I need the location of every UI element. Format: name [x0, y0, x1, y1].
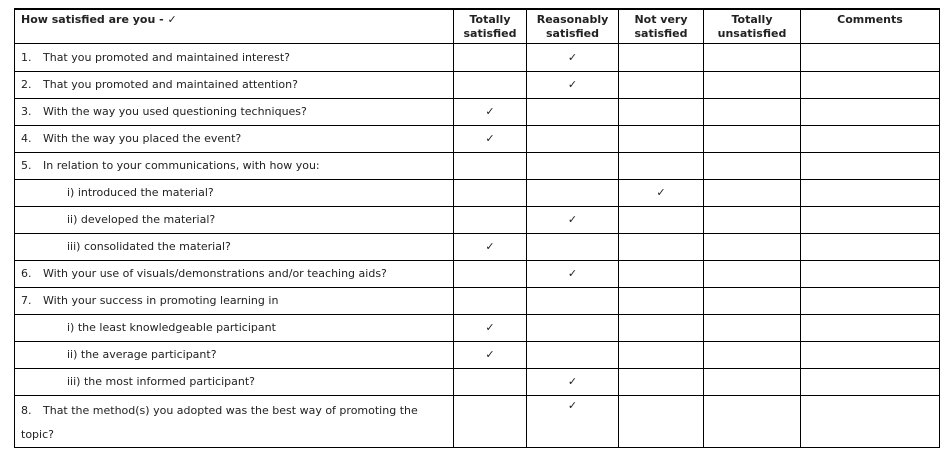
comment-cell[interactable] [801, 72, 940, 99]
question-cell [15, 72, 454, 99]
question-number: 7. [21, 294, 32, 307]
rating-cell[interactable] [454, 72, 527, 99]
table-row [15, 99, 940, 126]
question-cell [15, 180, 454, 207]
question-cell [15, 44, 454, 72]
question-header-label: How satisfied are you - [21, 13, 168, 26]
satisfaction-table [14, 8, 940, 448]
question-number: 2. [21, 78, 32, 91]
col-not-very-satisfied: Not very satisfied [619, 9, 704, 44]
rating-cell[interactable] [454, 288, 527, 315]
rating-cell[interactable] [704, 99, 801, 126]
table-row [15, 369, 940, 396]
rating-cell[interactable] [704, 72, 801, 99]
table-row [15, 288, 940, 315]
sub-question-text: i) the least knowledgeable participant [67, 321, 276, 334]
col-totally-unsatisfied: Totally unsatisfied [704, 9, 801, 44]
check-icon: ✓ [567, 375, 578, 388]
rating-cell[interactable] [527, 44, 619, 72]
question-text: That you promoted and maintained attention? [43, 78, 298, 91]
comment-cell[interactable] [801, 369, 940, 396]
rating-cell[interactable] [704, 180, 801, 207]
rating-cell[interactable] [527, 72, 619, 99]
question-text: With your success in promoting learning in [43, 294, 279, 307]
question-text: With your use of visuals/demonstrations and/or teaching aids? [43, 267, 387, 280]
rating-cell[interactable] [454, 396, 527, 448]
question-cell [15, 99, 454, 126]
rating-cell[interactable] [454, 99, 527, 126]
rating-cell[interactable] [619, 180, 704, 207]
rating-cell[interactable] [619, 72, 704, 99]
table-row [15, 126, 940, 153]
sub-question-text: iii) the most informed participant? [67, 375, 255, 388]
question-text: With the way you used questioning techniques? [43, 105, 307, 118]
question-header [15, 9, 454, 44]
check-icon: ✓ [567, 50, 578, 64]
table-row [15, 315, 940, 342]
header-row [15, 9, 940, 44]
rating-cell[interactable] [704, 153, 801, 180]
question-text: That the method(s) you adopted was the best way of promoting the topic? [21, 404, 418, 441]
sub-question-text: i) introduced the material? [67, 186, 214, 199]
rating-cell[interactable] [619, 207, 704, 234]
rating-cell[interactable] [527, 207, 619, 234]
table-row [15, 396, 940, 448]
rating-cell[interactable] [527, 369, 619, 396]
question-cell [15, 369, 454, 396]
rating-cell[interactable] [619, 369, 704, 396]
question-cell [15, 396, 454, 448]
comment-cell[interactable] [801, 99, 940, 126]
rating-cell[interactable] [619, 44, 704, 72]
rating-cell[interactable] [704, 288, 801, 315]
rating-cell[interactable] [619, 126, 704, 153]
question-cell [15, 288, 454, 315]
question-number: 3. [21, 105, 32, 118]
rating-cell[interactable] [619, 261, 704, 288]
survey-form [14, 8, 940, 448]
table-row [15, 180, 940, 207]
check-icon: ✓ [567, 399, 578, 412]
rating-cell[interactable] [619, 396, 704, 448]
rating-cell[interactable] [619, 288, 704, 315]
question-number: 8. [21, 404, 32, 417]
check-icon: ✓ [567, 267, 578, 280]
rating-cell[interactable] [704, 234, 801, 261]
comment-cell[interactable] [801, 126, 940, 153]
rating-cell[interactable] [454, 207, 527, 234]
table-row [15, 153, 940, 180]
rating-cell[interactable] [704, 207, 801, 234]
rating-cell[interactable] [454, 342, 527, 369]
col-comments: Comments [801, 9, 940, 44]
rating-cell[interactable] [619, 99, 704, 126]
comment-cell[interactable] [801, 44, 940, 72]
sub-question-text: iii) consolidated the material? [67, 240, 231, 253]
question-cell [15, 126, 454, 153]
rating-cell[interactable] [454, 153, 527, 180]
rating-cell[interactable] [454, 44, 527, 72]
rating-cell[interactable] [619, 234, 704, 261]
sub-question-text: ii) developed the material? [67, 213, 216, 226]
comment-cell[interactable] [801, 315, 940, 342]
comment-cell[interactable] [801, 261, 940, 288]
comment-cell[interactable] [801, 180, 940, 207]
table-row [15, 342, 940, 369]
rating-cell[interactable] [527, 396, 619, 448]
check-icon: ✓ [567, 213, 578, 226]
question-text: That you promoted and maintained interest? [43, 50, 290, 64]
table-row [15, 261, 940, 288]
comment-cell[interactable] [801, 234, 940, 261]
rating-cell[interactable] [619, 342, 704, 369]
rating-cell[interactable] [454, 180, 527, 207]
question-text: With the way you placed the event? [43, 132, 242, 145]
rating-cell[interactable] [454, 315, 527, 342]
rating-cell[interactable] [704, 261, 801, 288]
comment-cell[interactable] [801, 207, 940, 234]
check-icon: ✓ [567, 78, 578, 91]
rating-cell[interactable] [527, 342, 619, 369]
rating-cell[interactable] [704, 44, 801, 72]
rating-cell[interactable] [704, 315, 801, 342]
check-icon: ✓ [656, 186, 666, 199]
col-reasonably-satisfied: Reasonably satisfied [527, 9, 619, 44]
question-number: 4. [21, 132, 32, 145]
rating-cell[interactable] [454, 126, 527, 153]
question-cell [15, 234, 454, 261]
comment-cell[interactable] [801, 288, 940, 315]
comment-cell[interactable] [801, 396, 940, 448]
question-number: 1. [21, 50, 32, 64]
rating-cell[interactable] [704, 369, 801, 396]
rating-cell[interactable] [527, 153, 619, 180]
rating-cell[interactable] [704, 396, 801, 448]
check-icon: ✓ [485, 240, 495, 253]
rating-cell[interactable] [527, 99, 619, 126]
check-icon: ✓ [485, 105, 495, 118]
check-icon: ✓ [485, 132, 495, 145]
survey-body [15, 44, 940, 448]
col-totally-satisfied: Totally satisfied [454, 9, 527, 44]
rating-cell[interactable] [454, 261, 527, 288]
check-icon: ✓ [485, 321, 495, 334]
rating-cell[interactable] [527, 261, 619, 288]
question-number: 6. [21, 267, 32, 280]
table-row [15, 234, 940, 261]
sub-question-text: ii) the average participant? [67, 348, 217, 361]
rating-cell[interactable] [454, 369, 527, 396]
question-text: In relation to your communications, with how you: [43, 159, 320, 172]
question-cell [15, 342, 454, 369]
question-cell [15, 315, 454, 342]
rating-cell[interactable] [527, 126, 619, 153]
question-cell [15, 207, 454, 234]
rating-cell[interactable] [704, 342, 801, 369]
check-icon: ✓ [167, 13, 177, 26]
table-row [15, 44, 940, 72]
rating-cell[interactable] [619, 315, 704, 342]
comment-cell[interactable] [801, 153, 940, 180]
question-cell [15, 261, 454, 288]
check-icon: ✓ [485, 348, 495, 361]
question-cell [15, 153, 454, 180]
rating-cell[interactable] [527, 288, 619, 315]
comment-cell[interactable] [801, 342, 940, 369]
rating-cell[interactable] [527, 315, 619, 342]
question-number: 5. [21, 159, 32, 172]
rating-cell[interactable] [454, 234, 527, 261]
rating-cell[interactable] [704, 126, 801, 153]
table-row [15, 72, 940, 99]
table-row [15, 207, 940, 234]
rating-cell[interactable] [527, 234, 619, 261]
rating-cell[interactable] [619, 153, 704, 180]
rating-cell[interactable] [527, 180, 619, 207]
